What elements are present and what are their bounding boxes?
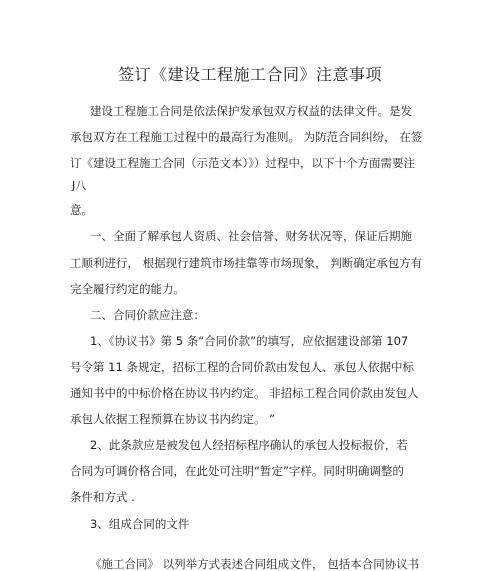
paragraph-line: 意。 xyxy=(70,203,93,217)
paragraph-line: 建设工程施工合同是依法保护发承包双方权益的法律文件。是发 xyxy=(90,104,412,118)
section-heading: 二、合同价款应注意： xyxy=(90,308,205,322)
paragraph-line: 1、《协议书》第 5 条“合同价款”的填写，应依据建设部第 107 xyxy=(90,334,409,348)
paragraph-line: 工顺利进行， 根据现行建筑市场挂靠等市场现象， 判断确定承包方有 xyxy=(70,256,423,270)
document-title: 签订《建设工程施工合同》注意事项 xyxy=(117,65,382,84)
paragraph-line: 合同为可调价格合同，在此处可注明“暂定”字样。同时明确调整的 xyxy=(70,464,404,478)
paragraph-line: 条件和方式 . xyxy=(70,490,135,504)
paragraph-line: 号令第 11 条规定，招标工程的合同价款由发包人、承包人依据中标 xyxy=(70,360,414,374)
paragraph-line: 承包人依据工程预算在协议书内约定。 ” xyxy=(70,412,276,426)
paragraph-line: 通知书中的中标价格在协议书内约定。 非招标工程合同价款由发包人 xyxy=(70,386,419,400)
paragraph-line: 订《建设工程施工合同（示范文本）》）过程中，以下十个方面需要注 xyxy=(70,156,415,170)
paragraph-line: 一、全面了解承包人资质、社会信誉、财务状况等，保证后期施 xyxy=(90,229,412,243)
paragraph-line: J八 xyxy=(72,179,87,192)
paragraph-line: 2、此条款应是被发包人经招标程序确认的承包人投标报价，若 xyxy=(90,438,408,452)
section-heading: 3、组成合同的文件 xyxy=(90,517,190,531)
paragraph-line: 《施工合同》 以列举方式表述合同组成文件， 包括本合同协议书 xyxy=(90,557,420,571)
paragraph-line: 完全履行约定的能力。 xyxy=(70,282,185,296)
paragraph-line: 承包双方在工程施工过程中的最高行为准则。 为防范合同纠纷， 在签 xyxy=(70,130,423,144)
